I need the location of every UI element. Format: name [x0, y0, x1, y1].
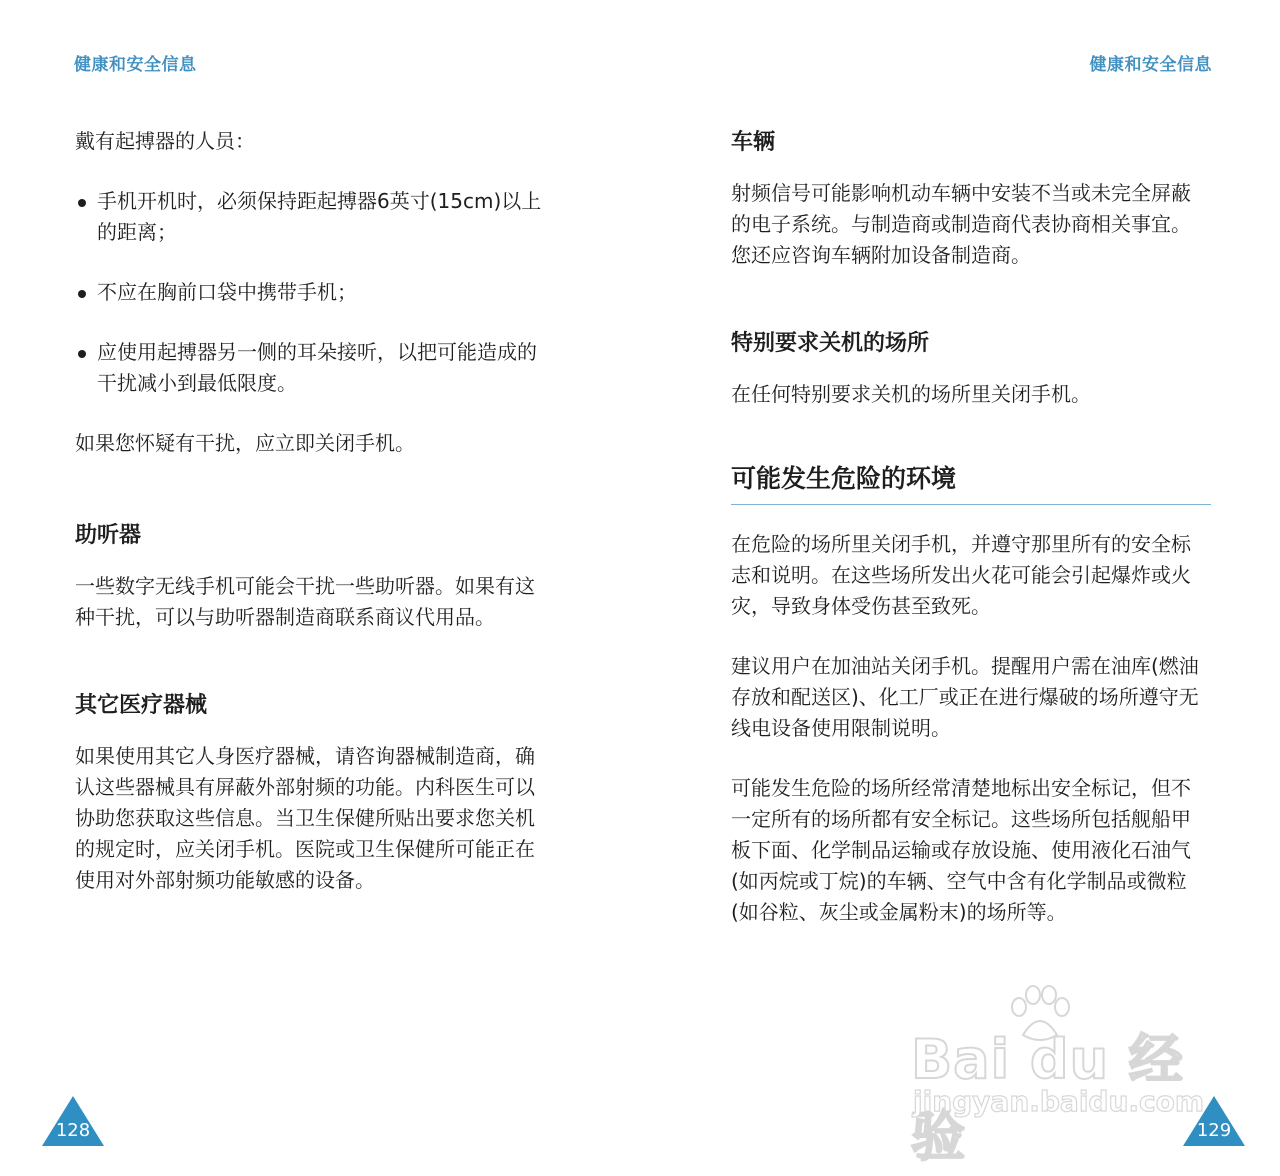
paragraph-line: 的电子系统。与制造商或制造商代表协商相关事宜。 — [731, 212, 1191, 236]
pacemaker-intro: 戴有起搏器的人员： — [75, 129, 255, 153]
paragraph-line: 存放和配送区)、化工厂或正在进行爆破的场所遵守无 — [731, 685, 1199, 709]
paragraph-line: 如果使用其它人身医疗器械，请咨询器械制造商，确 — [75, 744, 535, 768]
section-title-hearing-aid: 助听器 — [75, 523, 142, 548]
paragraph-line: (如谷粒、灰尘或金属粉末)的场所等。 — [731, 900, 1067, 924]
paragraph-line: 一些数字无线手机可能会干扰一些助听器。如果有这 — [75, 574, 535, 598]
section-title-switch-off-areas: 特别要求关机的场所 — [731, 331, 930, 356]
watermark-url: jingyan.baidu.com — [913, 1085, 1205, 1118]
page-129 — [731, 126, 1209, 928]
paragraph-line: 射频信号可能影响机动车辆中安装不当或未完全屏蔽 — [731, 181, 1191, 205]
paragraph-line: 在危险的场所里关闭手机，并遵守那里所有的安全标 — [731, 532, 1191, 556]
page-number-right: 129 — [1181, 1094, 1247, 1148]
paragraph-line: 线电设备使用限制说明。 — [731, 716, 951, 740]
section-title-hazardous-environments: 可能发生危险的环境 — [731, 464, 957, 493]
paragraph-line: 板下面、化学制品运输或存放设施、使用液化石油气 — [731, 838, 1191, 862]
bullet-dot-icon — [78, 199, 86, 207]
paragraph-line: 种干扰，可以与助听器制造商联系商议代用品。 — [75, 605, 495, 629]
paragraph-line: (如丙烷或丁烷)的车辆、空气中含有化学制品或微粒 — [731, 869, 1187, 893]
bullet-item: 不应在胸前口袋中携带手机； — [75, 277, 545, 308]
paragraph-line: 建议用户在加油站关闭手机。提醒用户需在油库(燃油 — [731, 654, 1199, 678]
interference-note: 如果您怀疑有干扰，应立即关闭手机。 — [75, 431, 415, 455]
watermark-logo-text: Bai du 经验 — [911, 1028, 1184, 1168]
paragraph-line: 您还应咨询车辆附加设备制造商。 — [731, 243, 1031, 267]
section-title-medical-devices: 其它医疗器械 — [75, 693, 208, 718]
page-128 — [75, 126, 545, 896]
bullet-item: 手机开机时，必须保持距起搏器6英寸(15cm)以上 的距离； — [75, 186, 545, 248]
page-number-left: 128 — [40, 1094, 106, 1148]
running-header-right: 健康和安全信息 — [1089, 55, 1212, 75]
bullet-item: 应使用起搏器另一侧的耳朵接听，以把可能造成的 干扰减小到最低限度。 — [75, 337, 545, 399]
section-title-vehicles: 车辆 — [731, 130, 776, 155]
paragraph-line: 一定所有的场所都有安全标记。这些场所包括舰船甲 — [731, 807, 1191, 831]
paragraph-line: 灾，导致身体受伤甚至致死。 — [731, 594, 991, 618]
paragraph-line: 协助您获取这些信息。当卫生保健所贴出要求您关机 — [75, 806, 535, 830]
paragraph-line: 志和说明。在这些场所发出火花可能会引起爆炸或火 — [731, 563, 1191, 587]
bullet-dot-icon — [78, 350, 86, 358]
running-header-left: 健康和安全信息 — [74, 55, 197, 75]
paragraph-line: 认这些器械具有屏蔽外部射频的功能。内科医生可以 — [75, 775, 535, 799]
paragraph-line: 在任何特别要求关机的场所里关闭手机。 — [731, 382, 1091, 406]
paragraph-line: 使用对外部射频功能敏感的设备。 — [75, 868, 375, 892]
paragraph-line: 可能发生危险的场所经常清楚地标出安全标记，但不 — [731, 776, 1191, 800]
paragraph-line: 的规定时，应关闭手机。医院或卫生保健所可能正在 — [75, 837, 535, 861]
bullet-dot-icon — [78, 290, 86, 298]
